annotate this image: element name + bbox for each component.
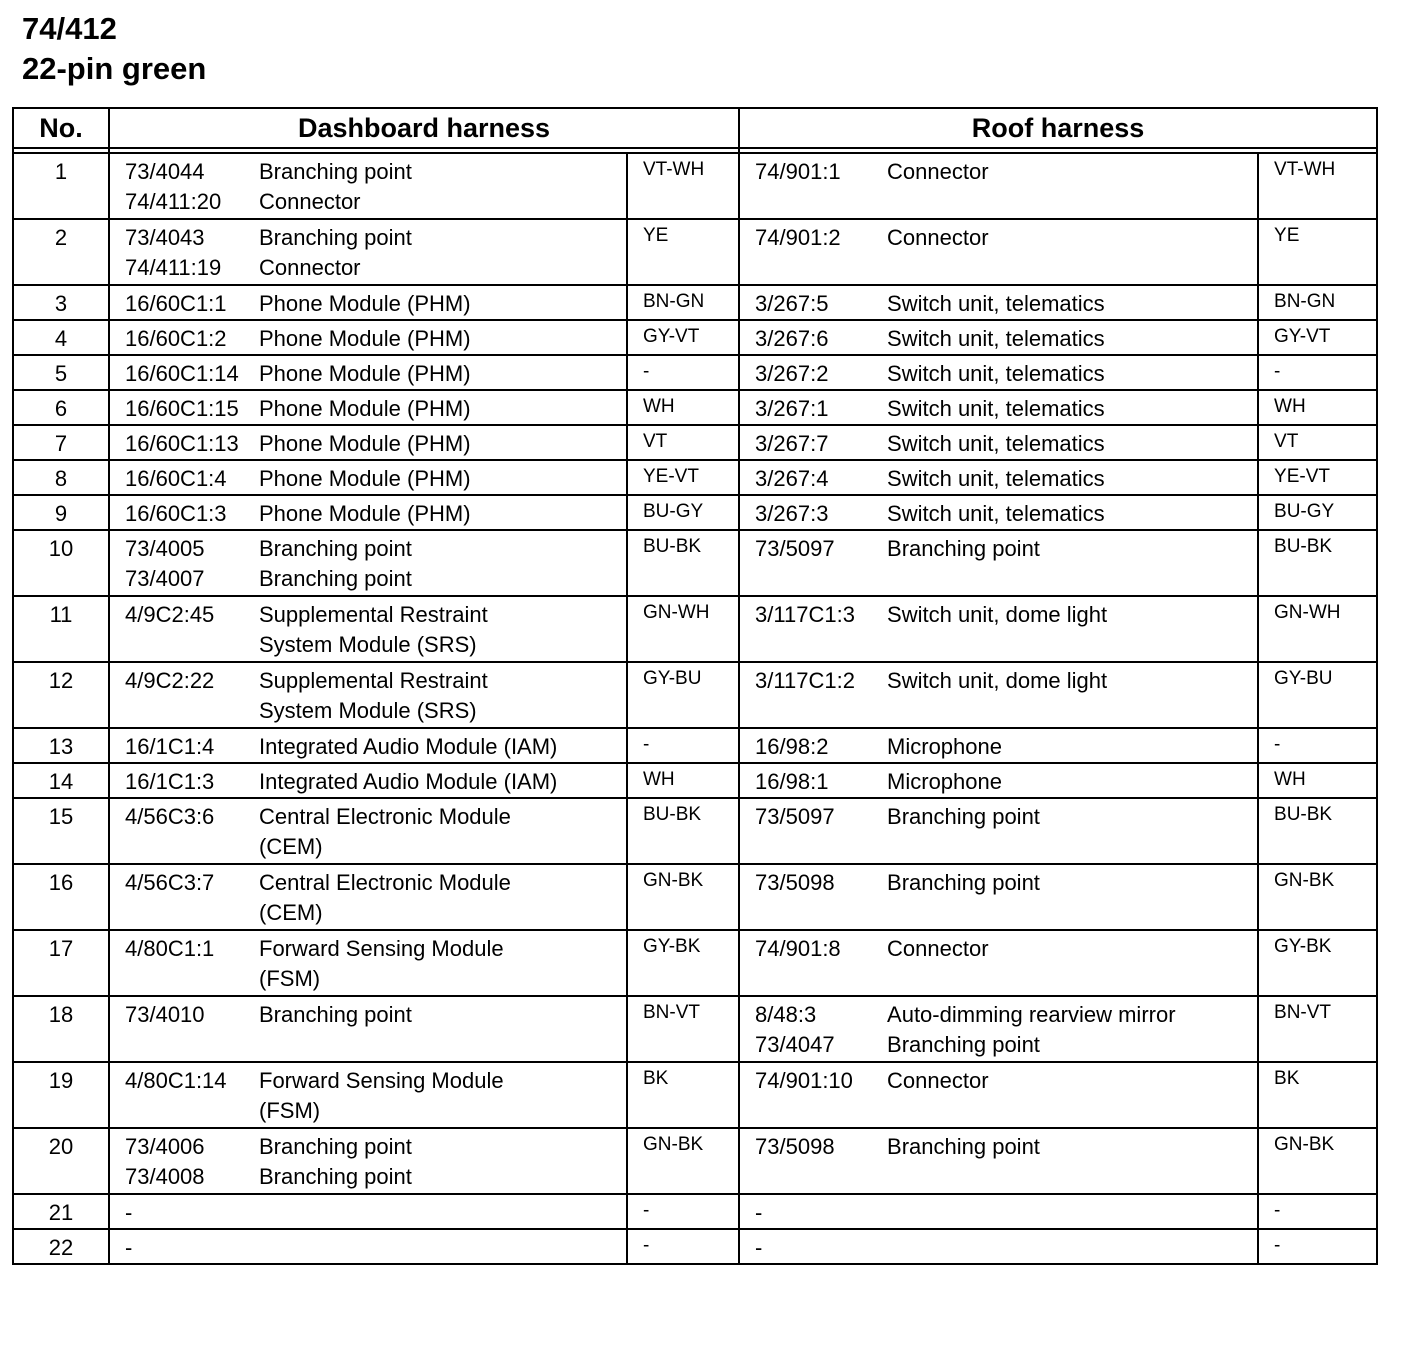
dashboard-description-line: Phone Module (PHM) bbox=[259, 326, 471, 351]
dashboard-description bbox=[259, 1128, 627, 1194]
dashboard-reference bbox=[109, 495, 259, 530]
dashboard-wire-color: BU-GY bbox=[627, 495, 739, 530]
dashboard-wire-color: GN-BK bbox=[627, 1128, 739, 1194]
dashboard-description-line: Forward Sensing Module bbox=[259, 1068, 504, 1093]
table-row bbox=[13, 1128, 1377, 1194]
dashboard-wire-color: BN-GN bbox=[627, 285, 739, 320]
dashboard-description-line: Supplemental Restraint bbox=[259, 602, 488, 627]
roof-description bbox=[887, 285, 1258, 320]
dashboard-wire-color: BU-BK bbox=[627, 530, 739, 596]
table-row bbox=[13, 864, 1377, 930]
roof-reference bbox=[739, 285, 887, 320]
dashboard-reference-line: 73/4008 bbox=[125, 1164, 205, 1189]
dashboard-description bbox=[259, 662, 627, 728]
roof-description-line: Connector bbox=[887, 1068, 989, 1093]
dashboard-reference bbox=[109, 320, 259, 355]
roof-description-line: Connector bbox=[887, 936, 989, 961]
roof-reference-line: 8/48:3 bbox=[755, 1002, 817, 1027]
roof-reference-line: 74/901:8 bbox=[755, 936, 841, 961]
dashboard-reference-line: 16/60C1:14 bbox=[125, 361, 239, 386]
dashboard-wire-color: BK bbox=[627, 1062, 739, 1128]
dashboard-description bbox=[259, 864, 627, 930]
dashboard-reference bbox=[109, 596, 259, 662]
pin-number: 13 bbox=[13, 728, 109, 763]
roof-reference bbox=[739, 390, 887, 425]
roof-description-line: Branching point bbox=[887, 870, 1040, 895]
table-row bbox=[13, 355, 1377, 390]
dashboard-reference-line: 16/60C1:15 bbox=[125, 396, 239, 421]
pin-number: 4 bbox=[13, 320, 109, 355]
dashboard-reference-line: 4/9C2:22 bbox=[125, 668, 215, 693]
roof-reference-line: 74/901:1 bbox=[755, 159, 841, 184]
dashboard-reference bbox=[109, 153, 259, 219]
dashboard-description-line: Phone Module (PHM) bbox=[259, 291, 471, 316]
pin-number: 20 bbox=[13, 1128, 109, 1194]
table-row bbox=[13, 728, 1377, 763]
roof-description bbox=[887, 798, 1258, 864]
dashboard-description bbox=[259, 530, 627, 596]
roof-wire-color: YE bbox=[1258, 219, 1377, 285]
roof-description-line: Switch unit, telematics bbox=[887, 361, 1105, 386]
dashboard-reference bbox=[109, 662, 259, 728]
dashboard-description-line: Branching point bbox=[259, 1002, 412, 1027]
dashboard-description bbox=[259, 495, 627, 530]
dashboard-reference bbox=[109, 530, 259, 596]
roof-description bbox=[887, 1229, 1258, 1264]
roof-wire-color: BK bbox=[1258, 1062, 1377, 1128]
header-dashboard-harness: Dashboard harness bbox=[109, 108, 739, 148]
roof-reference-line: 73/5098 bbox=[755, 870, 835, 895]
dashboard-wire-color: - bbox=[627, 1194, 739, 1229]
roof-reference bbox=[739, 355, 887, 390]
roof-wire-color: VT bbox=[1258, 425, 1377, 460]
table-row bbox=[13, 495, 1377, 530]
roof-description-line: Switch unit, telematics bbox=[887, 501, 1105, 526]
roof-description bbox=[887, 662, 1258, 728]
roof-description bbox=[887, 495, 1258, 530]
roof-wire-color: - bbox=[1258, 355, 1377, 390]
roof-description bbox=[887, 530, 1258, 596]
table-row bbox=[13, 153, 1377, 219]
pin-number: 22 bbox=[13, 1229, 109, 1264]
pin-number: 7 bbox=[13, 425, 109, 460]
roof-description bbox=[887, 1128, 1258, 1194]
dashboard-description-line: (FSM) bbox=[259, 966, 321, 991]
roof-wire-color: YE-VT bbox=[1258, 460, 1377, 495]
dashboard-wire-color: BU-BK bbox=[627, 798, 739, 864]
dashboard-wire-color: YE-VT bbox=[627, 460, 739, 495]
table-row bbox=[13, 219, 1377, 285]
dashboard-reference-line: 16/60C1:1 bbox=[125, 291, 227, 316]
roof-reference-line: 3/117C1:2 bbox=[755, 668, 855, 693]
dashboard-wire-color: - bbox=[627, 355, 739, 390]
dashboard-reference-line: 73/4043 bbox=[125, 225, 205, 250]
dashboard-wire-color: WH bbox=[627, 390, 739, 425]
dashboard-reference-line: 73/4010 bbox=[125, 1002, 205, 1027]
dashboard-description-line: (CEM) bbox=[259, 900, 323, 925]
dashboard-reference-line: 74/411:20 bbox=[125, 189, 222, 214]
roof-wire-color: - bbox=[1258, 728, 1377, 763]
dashboard-description-line: Central Electronic Module bbox=[259, 870, 511, 895]
dashboard-reference bbox=[109, 798, 259, 864]
dashboard-description-line: Phone Module (PHM) bbox=[259, 431, 471, 456]
pin-number: 14 bbox=[13, 763, 109, 798]
roof-description-line: Connector bbox=[887, 159, 989, 184]
dashboard-reference bbox=[109, 728, 259, 763]
roof-wire-color: WH bbox=[1258, 763, 1377, 798]
roof-reference-line: 73/5097 bbox=[755, 804, 835, 829]
dashboard-description-line: Supplemental Restraint bbox=[259, 668, 488, 693]
pin-number: 8 bbox=[13, 460, 109, 495]
dashboard-description bbox=[259, 996, 627, 1062]
roof-description bbox=[887, 355, 1258, 390]
dashboard-reference bbox=[109, 930, 259, 996]
roof-description-line: Switch unit, telematics bbox=[887, 396, 1105, 421]
table-row bbox=[13, 320, 1377, 355]
roof-wire-color: GN-BK bbox=[1258, 864, 1377, 930]
roof-reference-line: 16/98:2 bbox=[755, 734, 829, 759]
roof-reference-line: 3/117C1:3 bbox=[755, 602, 855, 627]
dashboard-description-line: Forward Sensing Module bbox=[259, 936, 504, 961]
roof-reference-line: 74/901:2 bbox=[755, 225, 841, 250]
roof-reference bbox=[739, 1128, 887, 1194]
roof-description bbox=[887, 763, 1258, 798]
pin-number: 6 bbox=[13, 390, 109, 425]
dashboard-description bbox=[259, 153, 627, 219]
roof-description-line: Branching point bbox=[887, 804, 1040, 829]
roof-wire-color: GN-BK bbox=[1258, 1128, 1377, 1194]
roof-reference-line: 3/267:7 bbox=[755, 431, 829, 456]
pin-number: 19 bbox=[13, 1062, 109, 1128]
pin-number: 3 bbox=[13, 285, 109, 320]
pin-number: 12 bbox=[13, 662, 109, 728]
roof-reference-line: 3/267:1 bbox=[755, 396, 829, 421]
dashboard-reference bbox=[109, 390, 259, 425]
roof-reference bbox=[739, 219, 887, 285]
header-row bbox=[13, 108, 1377, 148]
roof-description-line: Switch unit, telematics bbox=[887, 326, 1105, 351]
header-roof-harness: Roof harness bbox=[739, 108, 1377, 148]
roof-reference bbox=[739, 1062, 887, 1128]
roof-description-line: Branching point bbox=[887, 1134, 1040, 1159]
roof-reference bbox=[739, 460, 887, 495]
dashboard-reference bbox=[109, 460, 259, 495]
dashboard-reference bbox=[109, 1062, 259, 1128]
pin-number: 21 bbox=[13, 1194, 109, 1229]
dashboard-wire-color: YE bbox=[627, 219, 739, 285]
dashboard-wire-color: GY-BK bbox=[627, 930, 739, 996]
roof-description bbox=[887, 390, 1258, 425]
roof-reference bbox=[739, 1229, 887, 1264]
table-row bbox=[13, 930, 1377, 996]
roof-reference bbox=[739, 495, 887, 530]
dashboard-reference-line: 4/56C3:7 bbox=[125, 870, 215, 895]
table-row bbox=[13, 460, 1377, 495]
dashboard-description bbox=[259, 320, 627, 355]
dashboard-description-line: Connector bbox=[259, 189, 361, 214]
table-row bbox=[13, 996, 1377, 1062]
table-row bbox=[13, 425, 1377, 460]
roof-description bbox=[887, 728, 1258, 763]
roof-description bbox=[887, 219, 1258, 285]
roof-wire-color: BU-GY bbox=[1258, 495, 1377, 530]
roof-description-line: Switch unit, telematics bbox=[887, 291, 1105, 316]
roof-reference-line: 73/5097 bbox=[755, 536, 835, 561]
dashboard-wire-color: GY-BU bbox=[627, 662, 739, 728]
table-row bbox=[13, 530, 1377, 596]
roof-reference-line: 3/267:2 bbox=[755, 361, 829, 386]
dashboard-description bbox=[259, 460, 627, 495]
roof-wire-color: WH bbox=[1258, 390, 1377, 425]
dashboard-description bbox=[259, 285, 627, 320]
dashboard-description-line: Branching point bbox=[259, 225, 412, 250]
roof-wire-color: - bbox=[1258, 1194, 1377, 1229]
roof-description-line: Branching point bbox=[887, 536, 1040, 561]
roof-description-line: Switch unit, telematics bbox=[887, 466, 1105, 491]
dashboard-description-line: Phone Module (PHM) bbox=[259, 396, 471, 421]
dashboard-description-line: Central Electronic Module bbox=[259, 804, 511, 829]
pin-number: 5 bbox=[13, 355, 109, 390]
dashboard-description bbox=[259, 355, 627, 390]
dashboard-reference bbox=[109, 1229, 259, 1264]
dashboard-description bbox=[259, 728, 627, 763]
roof-reference-line: - bbox=[755, 1235, 763, 1260]
dashboard-reference-line: 4/9C2:45 bbox=[125, 602, 215, 627]
table-row bbox=[13, 390, 1377, 425]
roof-wire-color: GY-BK bbox=[1258, 930, 1377, 996]
pinout-table bbox=[12, 107, 1378, 1265]
roof-reference bbox=[739, 320, 887, 355]
roof-description-line: Branching point bbox=[887, 1032, 1040, 1057]
table-row bbox=[13, 763, 1377, 798]
roof-description bbox=[887, 460, 1258, 495]
dashboard-wire-color: GN-BK bbox=[627, 864, 739, 930]
dashboard-reference bbox=[109, 285, 259, 320]
dashboard-description-line: Branching point bbox=[259, 566, 412, 591]
roof-reference-line: 16/98:1 bbox=[755, 769, 829, 794]
roof-description bbox=[887, 930, 1258, 996]
roof-reference bbox=[739, 798, 887, 864]
roof-description-line: Switch unit, telematics bbox=[887, 431, 1105, 456]
dashboard-description-line: Branching point bbox=[259, 159, 412, 184]
roof-reference bbox=[739, 728, 887, 763]
dashboard-description bbox=[259, 930, 627, 996]
roof-description bbox=[887, 320, 1258, 355]
dashboard-wire-color: BN-VT bbox=[627, 996, 739, 1062]
dashboard-reference-line: 73/4044 bbox=[125, 159, 205, 184]
roof-reference-line: 73/5098 bbox=[755, 1134, 835, 1159]
roof-description bbox=[887, 596, 1258, 662]
dashboard-reference bbox=[109, 219, 259, 285]
dashboard-reference-line: 16/60C1:2 bbox=[125, 326, 227, 351]
dashboard-description-line: System Module (SRS) bbox=[259, 632, 477, 657]
connector-description: 22-pin green bbox=[22, 51, 207, 86]
dashboard-wire-color: GY-VT bbox=[627, 320, 739, 355]
dashboard-description bbox=[259, 390, 627, 425]
dashboard-reference bbox=[109, 864, 259, 930]
dashboard-reference-line: 16/1C1:4 bbox=[125, 734, 215, 759]
dashboard-reference bbox=[109, 763, 259, 798]
dashboard-reference bbox=[109, 355, 259, 390]
roof-reference bbox=[739, 864, 887, 930]
dashboard-description bbox=[259, 219, 627, 285]
dashboard-wire-color: - bbox=[627, 1229, 739, 1264]
table-row bbox=[13, 1229, 1377, 1264]
dashboard-reference-line: 73/4007 bbox=[125, 566, 205, 591]
roof-reference-line: 3/267:3 bbox=[755, 501, 829, 526]
roof-wire-color: BN-GN bbox=[1258, 285, 1377, 320]
dashboard-reference-line: 74/411:19 bbox=[125, 255, 222, 280]
roof-wire-color: - bbox=[1258, 1229, 1377, 1264]
dashboard-wire-color: WH bbox=[627, 763, 739, 798]
roof-wire-color: BN-VT bbox=[1258, 996, 1377, 1062]
roof-reference bbox=[739, 930, 887, 996]
pin-number: 1 bbox=[13, 153, 109, 219]
roof-description bbox=[887, 153, 1258, 219]
dashboard-description bbox=[259, 425, 627, 460]
dashboard-reference bbox=[109, 1194, 259, 1229]
dashboard-wire-color: - bbox=[627, 728, 739, 763]
dashboard-reference-line: 73/4005 bbox=[125, 536, 205, 561]
dashboard-reference bbox=[109, 996, 259, 1062]
dashboard-description bbox=[259, 596, 627, 662]
roof-description bbox=[887, 864, 1258, 930]
dashboard-description-line: Branching point bbox=[259, 1164, 412, 1189]
roof-reference bbox=[739, 425, 887, 460]
pin-number: 18 bbox=[13, 996, 109, 1062]
dashboard-reference-line: 4/80C1:14 bbox=[125, 1068, 227, 1093]
roof-description-line: Switch unit, dome light bbox=[887, 668, 1108, 693]
dashboard-description-line: Phone Module (PHM) bbox=[259, 501, 471, 526]
dashboard-description bbox=[259, 1229, 627, 1264]
dashboard-description-line: Connector bbox=[259, 255, 361, 280]
table-row bbox=[13, 1194, 1377, 1229]
dashboard-description-line: Branching point bbox=[259, 536, 412, 561]
table-row bbox=[13, 596, 1377, 662]
roof-reference bbox=[739, 596, 887, 662]
roof-reference bbox=[739, 996, 887, 1062]
dashboard-description bbox=[259, 1062, 627, 1128]
dashboard-wire-color: VT bbox=[627, 425, 739, 460]
roof-wire-color: BU-BK bbox=[1258, 530, 1377, 596]
roof-reference-line: 3/267:5 bbox=[755, 291, 829, 316]
dashboard-wire-color: VT-WH bbox=[627, 153, 739, 219]
roof-wire-color: VT-WH bbox=[1258, 153, 1377, 219]
dashboard-description-line: Integrated Audio Module (IAM) bbox=[259, 769, 558, 794]
dashboard-wire-color: GN-WH bbox=[627, 596, 739, 662]
dashboard-reference bbox=[109, 1128, 259, 1194]
pin-number: 10 bbox=[13, 530, 109, 596]
dashboard-reference-line: - bbox=[125, 1200, 133, 1225]
roof-reference bbox=[739, 1194, 887, 1229]
pin-number: 16 bbox=[13, 864, 109, 930]
roof-description-line: Microphone bbox=[887, 769, 1002, 794]
roof-description-line: Microphone bbox=[887, 734, 1002, 759]
table-row bbox=[13, 662, 1377, 728]
roof-reference bbox=[739, 662, 887, 728]
dashboard-description bbox=[259, 763, 627, 798]
pin-number: 15 bbox=[13, 798, 109, 864]
dashboard-reference-line: 73/4006 bbox=[125, 1134, 205, 1159]
dashboard-reference-line: 4/56C3:6 bbox=[125, 804, 215, 829]
roof-reference-line: - bbox=[755, 1200, 763, 1225]
dashboard-description-line: System Module (SRS) bbox=[259, 698, 477, 723]
roof-description-line: Auto-dimming rearview mirror bbox=[887, 1002, 1176, 1027]
dashboard-reference-line: 16/60C1:3 bbox=[125, 501, 227, 526]
roof-reference-line: 3/267:4 bbox=[755, 466, 829, 491]
dashboard-description-line: Branching point bbox=[259, 1134, 412, 1159]
roof-wire-color: BU-BK bbox=[1258, 798, 1377, 864]
dashboard-reference-line: 16/60C1:13 bbox=[125, 431, 239, 456]
roof-reference bbox=[739, 153, 887, 219]
roof-description bbox=[887, 425, 1258, 460]
header-no: No. bbox=[13, 108, 109, 148]
connector-number: 74/412 bbox=[22, 11, 117, 46]
dashboard-description bbox=[259, 1194, 627, 1229]
roof-reference-line: 73/4047 bbox=[755, 1032, 835, 1057]
dashboard-description-line: (FSM) bbox=[259, 1098, 321, 1123]
dashboard-description-line: Integrated Audio Module (IAM) bbox=[259, 734, 558, 759]
roof-description-line: Connector bbox=[887, 225, 989, 250]
roof-reference-line: 74/901:10 bbox=[755, 1068, 853, 1093]
dashboard-reference-line: - bbox=[125, 1235, 133, 1260]
roof-reference-line: 3/267:6 bbox=[755, 326, 829, 351]
dashboard-description bbox=[259, 798, 627, 864]
table-row bbox=[13, 798, 1377, 864]
pin-number: 17 bbox=[13, 930, 109, 996]
roof-wire-color: GY-VT bbox=[1258, 320, 1377, 355]
dashboard-reference-line: 4/80C1:1 bbox=[125, 936, 215, 961]
roof-reference bbox=[739, 530, 887, 596]
roof-description bbox=[887, 1062, 1258, 1128]
roof-wire-color: GY-BU bbox=[1258, 662, 1377, 728]
dashboard-description-line: Phone Module (PHM) bbox=[259, 466, 471, 491]
pin-number: 11 bbox=[13, 596, 109, 662]
dashboard-description-line: (CEM) bbox=[259, 834, 323, 859]
dashboard-reference-line: 16/1C1:3 bbox=[125, 769, 215, 794]
roof-reference bbox=[739, 763, 887, 798]
roof-description-line: Switch unit, dome light bbox=[887, 602, 1108, 627]
table-row bbox=[13, 1062, 1377, 1128]
dashboard-description-line: Phone Module (PHM) bbox=[259, 361, 471, 386]
dashboard-reference bbox=[109, 425, 259, 460]
roof-description bbox=[887, 996, 1258, 1062]
roof-wire-color: GN-WH bbox=[1258, 596, 1377, 662]
dashboard-reference-line: 16/60C1:4 bbox=[125, 466, 227, 491]
pin-number: 2 bbox=[13, 219, 109, 285]
table-row bbox=[13, 285, 1377, 320]
pin-number: 9 bbox=[13, 495, 109, 530]
roof-description bbox=[887, 1194, 1258, 1229]
